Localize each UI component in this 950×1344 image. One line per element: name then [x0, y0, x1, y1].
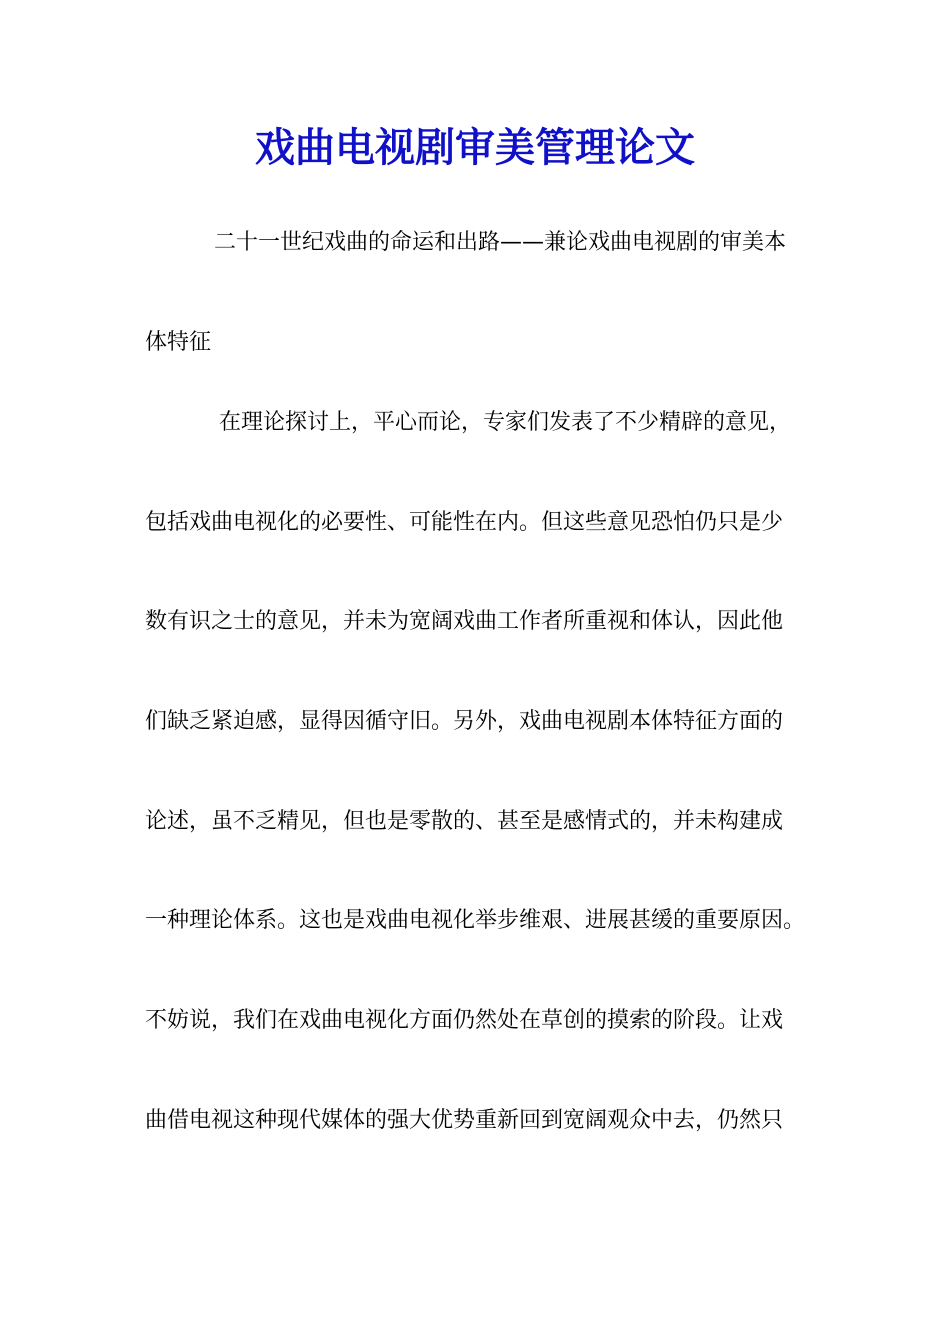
- document-title: 戏曲电视剧审美管理论文: [255, 125, 695, 171]
- body-line-2: 包括戏曲电视化的必要性、可能性在内。但这些意见恐怕仍只是少: [145, 510, 784, 535]
- body-line-4: 们缺乏紧迫感，显得因循守旧。另外，戏曲电视剧本体特征方面的: [145, 709, 784, 734]
- body-line-6: 一种理论体系。这也是戏曲电视化举步维艰、进展甚缓的重要原因。: [145, 908, 806, 933]
- body-line-8: 曲借电视这种现代媒体的强大优势重新回到宽阔观众中去，仍然只: [145, 1108, 784, 1133]
- body-line-7: 不妨说，我们在戏曲电视化方面仍然处在草创的摸索的阶段。让戏: [145, 1008, 784, 1033]
- body-line-3: 数有识之士的意见，并未为宽阔戏曲工作者所重视和体认，因此他: [145, 609, 784, 634]
- subtitle-line-1: 二十一世纪戏曲的命运和出路——兼论戏曲电视剧的审美本: [214, 230, 787, 255]
- body-line-5: 论述，虽不乏精见，但也是零散的、甚至是感情式的，并未构建成: [145, 809, 784, 834]
- body-line-1: 在理论探讨上，平心而论，专家们发表了不少精辟的意见，: [219, 410, 792, 435]
- subtitle-line-2: 体特征: [145, 330, 212, 355]
